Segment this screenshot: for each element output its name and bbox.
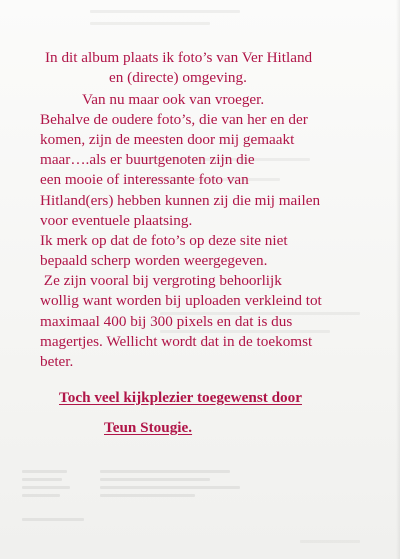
- letter-line: bepaald scherp worden weergegeven.: [40, 252, 268, 269]
- closing-greeting: Toch veel kijkplezier toegewenst door: [59, 389, 302, 406]
- letter-line: Van nu maar ook van vroeger.: [82, 91, 265, 108]
- signature-name: Teun Stougie.: [104, 419, 193, 436]
- show-through-line: [100, 486, 240, 489]
- letter-line: Behalve de oudere foto’s, die van her en der: [40, 111, 308, 128]
- show-through-line: [90, 10, 240, 13]
- show-through-line: [300, 540, 360, 543]
- scan-edge-shadow: [396, 0, 400, 559]
- letter-line: Hitland(ers) hebben kunnen zij die mij mailen: [40, 192, 321, 209]
- show-through-line: [100, 478, 210, 481]
- letter-line: maar….als er buurtgenoten zijn die: [40, 151, 255, 168]
- show-through-line: [22, 486, 70, 489]
- show-through-line: [100, 470, 230, 473]
- show-through-line: [22, 494, 60, 497]
- letter-line: In dit album plaats ik foto’s van Ver Hitland: [45, 49, 313, 66]
- letter-line: Ik merk op dat de foto’s op deze site niet: [40, 232, 288, 249]
- letter-line: komen, zijn de meesten door mij gemaakt: [40, 131, 295, 148]
- show-through-line: [22, 518, 84, 521]
- show-through-line: [100, 494, 195, 497]
- show-through-line: [22, 478, 62, 481]
- letter-line: magertjes. Wellicht wordt dat in de toekomst: [40, 333, 313, 350]
- show-through-line: [90, 22, 210, 25]
- letter-line: wollig want worden bij uploaden verkleind tot: [40, 292, 322, 309]
- show-through-line: [22, 470, 67, 473]
- letter-line: en (directe) omgeving.: [109, 69, 247, 86]
- letter-line: Ze zijn vooral bij vergroting behoorlijk: [40, 272, 282, 289]
- letter-line: een mooie of interessante foto van: [40, 171, 249, 188]
- letter-line: maximaal 400 bij 300 pixels en dat is dus: [40, 313, 293, 330]
- letter-line: voor eventuele plaatsing.: [40, 212, 193, 229]
- letter-line: beter.: [40, 353, 74, 370]
